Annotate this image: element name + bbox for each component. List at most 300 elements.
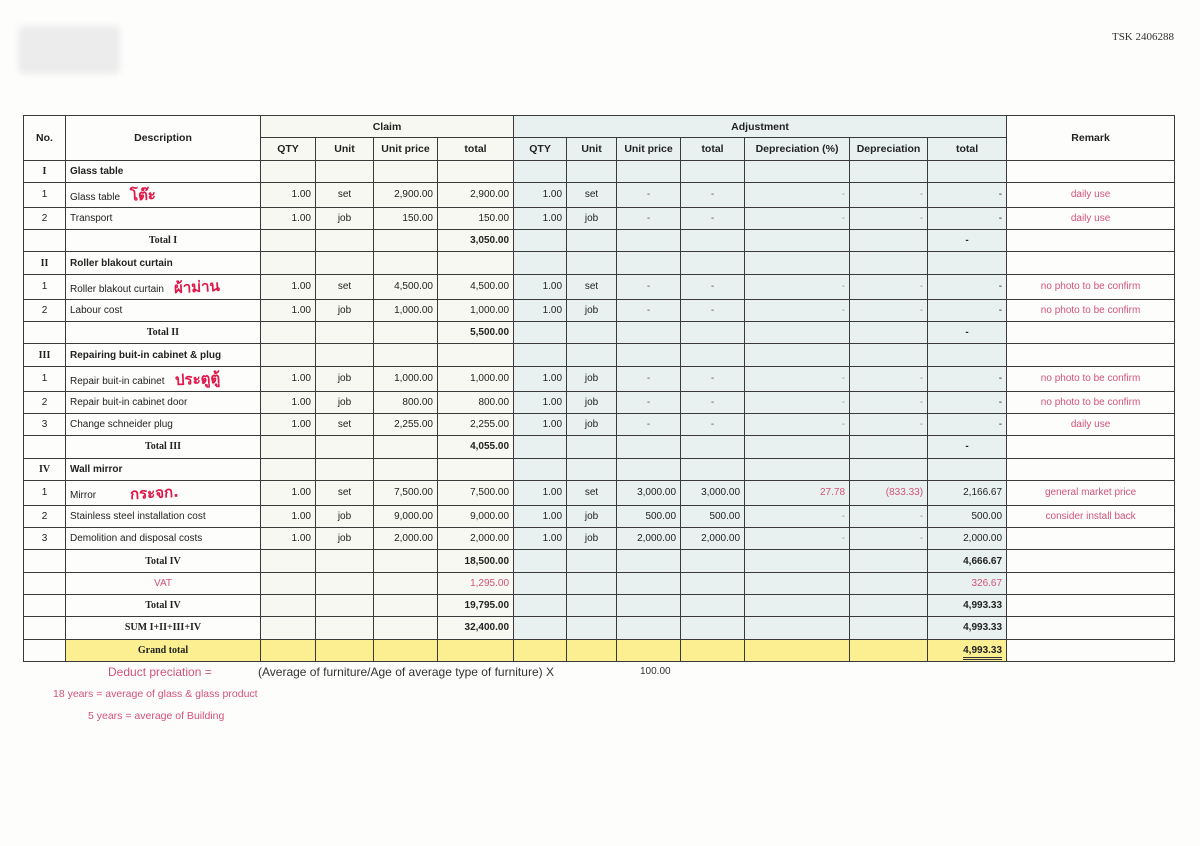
table-cell: -	[928, 322, 1007, 344]
table-cell	[1007, 344, 1175, 366]
section-row	[24, 344, 1175, 366]
table-cell	[850, 252, 928, 274]
table-cell: job	[316, 391, 374, 413]
remark: no photo to be confirm	[1007, 274, 1175, 299]
handwritten-note: กระจก.	[129, 482, 180, 504]
table-row	[24, 505, 1175, 527]
table-cell	[261, 572, 316, 594]
table-cell: 326.67	[928, 572, 1007, 594]
table-cell: -	[745, 505, 850, 527]
table-cell: 4,993.33	[928, 595, 1007, 617]
table-cell	[261, 436, 316, 458]
table-cell	[1007, 458, 1175, 480]
handwritten-note: โต๊ะ	[129, 185, 157, 205]
header-claim: Claim	[261, 116, 514, 138]
table-cell	[928, 344, 1007, 366]
sum-row	[24, 617, 1175, 639]
item-description: Labour cost	[70, 304, 123, 316]
header-adj-qty: QTY	[514, 138, 567, 160]
remark	[1007, 528, 1175, 550]
table-cell	[514, 160, 567, 182]
table-cell	[681, 436, 745, 458]
section-row	[24, 160, 1175, 182]
table-cell	[928, 458, 1007, 480]
table-cell	[928, 252, 1007, 274]
table-cell	[1007, 639, 1175, 661]
table-cell	[1007, 230, 1175, 252]
table-cell: 500.00	[617, 505, 681, 527]
table-cell: 1.00	[261, 366, 316, 391]
table-cell: IV	[24, 458, 66, 480]
remark: daily use	[1007, 207, 1175, 229]
table-cell	[66, 528, 261, 550]
table-cell: -	[928, 436, 1007, 458]
table-cell	[66, 505, 261, 527]
table-cell	[681, 252, 745, 274]
table-cell: Total IV	[66, 595, 261, 617]
table-cell: 4,500.00	[374, 274, 438, 299]
table-cell: -	[850, 528, 928, 550]
table-cell	[514, 322, 567, 344]
table-cell	[66, 391, 261, 413]
table-cell	[617, 595, 681, 617]
table-cell	[374, 639, 438, 661]
table-cell: -	[928, 366, 1007, 391]
remark: general market price	[1007, 480, 1175, 505]
table-cell	[514, 344, 567, 366]
table-cell: 18,500.00	[438, 550, 514, 572]
table-cell: 1,000.00	[438, 299, 514, 321]
table-row	[24, 182, 1175, 207]
table-cell: 4,666.67	[928, 550, 1007, 572]
table-cell	[681, 160, 745, 182]
table-cell	[850, 639, 928, 661]
table-cell: II	[24, 252, 66, 274]
table-cell	[261, 230, 316, 252]
table-cell	[617, 344, 681, 366]
header-claim-qty: QTY	[261, 138, 316, 160]
table-cell: -	[681, 413, 745, 435]
table-cell	[24, 617, 66, 639]
table-cell	[1007, 572, 1175, 594]
header-adj-total: total	[681, 138, 745, 160]
item-description: Glass table	[70, 191, 121, 203]
table-cell: 19,795.00	[438, 595, 514, 617]
table-cell: job	[567, 413, 617, 435]
table-cell	[567, 160, 617, 182]
table-cell: 2,166.67	[928, 480, 1007, 505]
table-cell: 7,500.00	[374, 480, 438, 505]
table-cell: set	[567, 182, 617, 207]
table-cell	[850, 160, 928, 182]
table-cell: 2,000.00	[617, 528, 681, 550]
table-cell: job	[567, 207, 617, 229]
table-cell	[374, 458, 438, 480]
table-cell: -	[928, 413, 1007, 435]
section-title: Roller blakout curtain	[66, 252, 261, 274]
table-cell: Total IV	[66, 550, 261, 572]
table-cell	[745, 230, 850, 252]
table-cell: 1.00	[514, 480, 567, 505]
subtotal-row	[24, 550, 1175, 572]
item-description: Change schneider plug	[70, 419, 173, 431]
table-cell: 1.00	[261, 182, 316, 207]
table-cell	[316, 344, 374, 366]
table-cell	[316, 160, 374, 182]
table-cell: -	[617, 207, 681, 229]
table-cell: -	[928, 391, 1007, 413]
table-cell: -	[745, 274, 850, 299]
table-cell	[374, 230, 438, 252]
table-cell: 1.00	[261, 274, 316, 299]
table-cell	[1007, 617, 1175, 639]
table-cell: 1.00	[261, 505, 316, 527]
table-cell: 1,000.00	[374, 366, 438, 391]
table-cell: III	[24, 344, 66, 366]
table-cell: 1.00	[261, 413, 316, 435]
table-cell	[24, 322, 66, 344]
table-cell: 1.00	[514, 182, 567, 207]
table-cell	[745, 572, 850, 594]
grand-total-row	[24, 639, 1175, 661]
table-cell: -	[745, 413, 850, 435]
table-row	[24, 528, 1175, 550]
table-cell: job	[316, 366, 374, 391]
table-cell: 1,000.00	[438, 366, 514, 391]
item-description: Demolition and disposal costs	[70, 533, 203, 545]
table-cell: -	[681, 391, 745, 413]
table-cell	[617, 639, 681, 661]
table-cell: 1	[24, 480, 66, 505]
table-cell	[850, 436, 928, 458]
table-cell	[374, 595, 438, 617]
table-cell: 1.00	[261, 207, 316, 229]
header-claim-unit: Unit	[316, 138, 374, 160]
table-cell	[617, 160, 681, 182]
table-cell: set	[316, 480, 374, 505]
table-cell	[681, 595, 745, 617]
remark: no photo to be confirm	[1007, 299, 1175, 321]
table-cell	[66, 207, 261, 229]
table-cell	[374, 550, 438, 572]
table-cell: 1,295.00	[438, 572, 514, 594]
table-cell	[24, 639, 66, 661]
table-cell: 2,255.00	[438, 413, 514, 435]
table-cell	[1007, 160, 1175, 182]
table-cell	[261, 322, 316, 344]
table-cell	[261, 639, 316, 661]
table-cell	[374, 252, 438, 274]
subtotal-row	[24, 230, 1175, 252]
table-cell: -	[745, 366, 850, 391]
table-cell: -	[681, 182, 745, 207]
table-cell	[850, 230, 928, 252]
table-cell: -	[850, 366, 928, 391]
table-cell: 2,900.00	[374, 182, 438, 207]
remark: no photo to be confirm	[1007, 391, 1175, 413]
table-cell	[66, 182, 261, 207]
table-cell	[745, 322, 850, 344]
table-cell	[316, 595, 374, 617]
table-cell	[681, 230, 745, 252]
deduct-formula: (Average of furniture/Age of average type of furniture) X	[258, 665, 554, 679]
table-cell	[850, 572, 928, 594]
item-description: Stainless steel installation cost	[70, 511, 206, 522]
table-cell	[850, 595, 928, 617]
table-cell	[66, 366, 261, 391]
table-cell	[617, 617, 681, 639]
note-building-years: 5 years = average of Building	[88, 710, 225, 722]
table-cell	[745, 458, 850, 480]
table-cell: 2,000.00	[438, 528, 514, 550]
table-cell	[617, 436, 681, 458]
table-cell: 9,000.00	[374, 505, 438, 527]
table-cell	[316, 436, 374, 458]
table-cell: 7,500.00	[438, 480, 514, 505]
table-cell: 1	[24, 366, 66, 391]
table-cell	[514, 617, 567, 639]
table-cell	[745, 252, 850, 274]
table-cell: SUM I+II+III+IV	[66, 617, 261, 639]
table-row	[24, 274, 1175, 299]
table-cell	[928, 639, 1007, 661]
table-cell: 1.00	[261, 528, 316, 550]
table-cell: set	[316, 274, 374, 299]
section-title: Glass table	[66, 160, 261, 182]
table-cell	[261, 458, 316, 480]
table-cell	[316, 252, 374, 274]
table-cell	[66, 299, 261, 321]
table-cell: 1.00	[514, 274, 567, 299]
total-with-vat-row	[24, 595, 1175, 617]
table-cell	[745, 436, 850, 458]
table-cell	[261, 550, 316, 572]
subtotal-row	[24, 322, 1175, 344]
table-cell: 500.00	[928, 505, 1007, 527]
table-cell: 2	[24, 299, 66, 321]
table-cell	[374, 160, 438, 182]
table-cell	[681, 639, 745, 661]
table-cell	[1007, 436, 1175, 458]
table-cell	[617, 458, 681, 480]
table-cell	[681, 617, 745, 639]
table-cell: 150.00	[374, 207, 438, 229]
table-cell: 4,055.00	[438, 436, 514, 458]
table-cell: 4,500.00	[438, 274, 514, 299]
table-cell	[745, 639, 850, 661]
table-cell: 1	[24, 274, 66, 299]
table-cell	[617, 550, 681, 572]
subtotal-row	[24, 436, 1175, 458]
table-cell	[567, 252, 617, 274]
table-cell: job	[567, 528, 617, 550]
table-cell: -	[850, 274, 928, 299]
table-cell	[681, 458, 745, 480]
item-description: Transport	[70, 213, 113, 225]
table-cell: 2,000.00	[681, 528, 745, 550]
table-cell	[261, 160, 316, 182]
table-cell: set	[567, 480, 617, 505]
table-cell	[567, 595, 617, 617]
table-cell	[374, 617, 438, 639]
table-cell	[1007, 322, 1175, 344]
table-cell: -	[681, 274, 745, 299]
table-cell: job	[316, 207, 374, 229]
table-cell	[745, 160, 850, 182]
table-cell: 32,400.00	[438, 617, 514, 639]
table-cell: -	[745, 528, 850, 550]
table-cell	[745, 617, 850, 639]
table-cell	[261, 617, 316, 639]
table-cell	[66, 274, 261, 299]
table-cell	[681, 344, 745, 366]
table-cell: 1.00	[514, 366, 567, 391]
table-cell: -	[745, 182, 850, 207]
item-description: Mirror	[70, 489, 97, 501]
table-cell	[438, 160, 514, 182]
grand-total-value: 4,993.33	[963, 645, 1002, 660]
table-cell: job	[316, 505, 374, 527]
table-cell	[850, 322, 928, 344]
header-no: No.	[24, 116, 66, 161]
header-adj-unit: Unit	[567, 138, 617, 160]
handwritten-note: ผ้าม่าน	[173, 276, 221, 297]
table-cell: -	[745, 299, 850, 321]
table-cell	[438, 458, 514, 480]
table-cell: 9,000.00	[438, 505, 514, 527]
table-cell	[567, 436, 617, 458]
table-cell: -	[617, 413, 681, 435]
table-cell: 3,000.00	[617, 480, 681, 505]
table-cell	[1007, 595, 1175, 617]
table-row	[24, 366, 1175, 391]
header-adj-unit-price: Unit price	[617, 138, 681, 160]
table-cell: job	[567, 391, 617, 413]
table-cell	[850, 458, 928, 480]
table-cell	[1007, 252, 1175, 274]
section-title: Wall mirror	[66, 458, 261, 480]
table-row	[24, 207, 1175, 229]
table-cell	[24, 572, 66, 594]
table-cell: -	[617, 274, 681, 299]
table-cell: -	[928, 182, 1007, 207]
table-cell	[316, 230, 374, 252]
table-cell	[567, 572, 617, 594]
table-cell	[567, 617, 617, 639]
document-code: TSK 2406288	[1111, 31, 1174, 43]
remark: consider install back	[1007, 505, 1175, 527]
table-cell	[567, 458, 617, 480]
table-cell: 1.00	[514, 505, 567, 527]
table-cell: -	[928, 207, 1007, 229]
table-cell	[316, 458, 374, 480]
header-depreciation-pct: Depreciation (%)	[745, 138, 850, 160]
table-cell	[567, 344, 617, 366]
table-cell	[928, 160, 1007, 182]
table-cell: 800.00	[374, 391, 438, 413]
table-cell: 800.00	[438, 391, 514, 413]
table-cell: -	[850, 413, 928, 435]
table-cell: 3,000.00	[681, 480, 745, 505]
table-cell: 1.00	[261, 391, 316, 413]
table-row	[24, 299, 1175, 321]
table-cell: 1.00	[514, 528, 567, 550]
table-cell	[617, 230, 681, 252]
table-cell: 2,000.00	[928, 528, 1007, 550]
table-cell	[567, 639, 617, 661]
remark: daily use	[1007, 182, 1175, 207]
table-cell	[514, 595, 567, 617]
table-cell: -	[617, 391, 681, 413]
item-description: Repair buit-in cabinet	[70, 375, 165, 387]
header-adjustment: Adjustment	[514, 116, 1007, 138]
table-cell: 1.00	[261, 480, 316, 505]
table-cell: Total I	[66, 230, 261, 252]
table-cell: -	[681, 207, 745, 229]
table-cell	[374, 344, 438, 366]
table-cell	[66, 480, 261, 505]
table-cell: job	[567, 366, 617, 391]
table-cell: 2	[24, 207, 66, 229]
table-cell	[745, 595, 850, 617]
section-row	[24, 252, 1175, 274]
table-cell	[681, 322, 745, 344]
table-cell: -	[617, 299, 681, 321]
table-cell: set	[567, 274, 617, 299]
table-row	[24, 391, 1175, 413]
table-cell	[514, 550, 567, 572]
table-cell	[681, 550, 745, 572]
table-cell	[316, 322, 374, 344]
table-cell: -	[745, 207, 850, 229]
table-cell: 3	[24, 413, 66, 435]
table-cell	[850, 617, 928, 639]
table-cell	[617, 572, 681, 594]
table-cell: 1,000.00	[374, 299, 438, 321]
table-cell: (833.33)	[850, 480, 928, 505]
table-cell	[681, 572, 745, 594]
table-cell	[850, 344, 928, 366]
handwritten-note: ประตูตู้	[174, 368, 221, 389]
table-cell	[514, 230, 567, 252]
table-cell: 2,000.00	[374, 528, 438, 550]
table-cell: 2	[24, 505, 66, 527]
table-cell: -	[850, 299, 928, 321]
header-depreciation: Depreciation	[850, 138, 928, 160]
table-cell	[514, 436, 567, 458]
table-cell: -	[745, 391, 850, 413]
section-title: Repairing buit-in cabinet & plug	[66, 344, 261, 366]
table-cell	[567, 322, 617, 344]
table-cell	[514, 572, 567, 594]
table-cell: 3,050.00	[438, 230, 514, 252]
table-cell: 1.00	[514, 391, 567, 413]
table-cell: -	[928, 274, 1007, 299]
table-row	[24, 480, 1175, 505]
table-cell	[316, 639, 374, 661]
table-cell: 1	[24, 182, 66, 207]
table-cell: 5,500.00	[438, 322, 514, 344]
table-cell: -	[681, 299, 745, 321]
table-cell	[66, 413, 261, 435]
table-cell: 2,255.00	[374, 413, 438, 435]
table-cell	[567, 550, 617, 572]
table-cell	[745, 550, 850, 572]
table-cell: Total II	[66, 322, 261, 344]
table-cell: -	[850, 505, 928, 527]
remark: no photo to be confirm	[1007, 366, 1175, 391]
table-cell: -	[617, 366, 681, 391]
